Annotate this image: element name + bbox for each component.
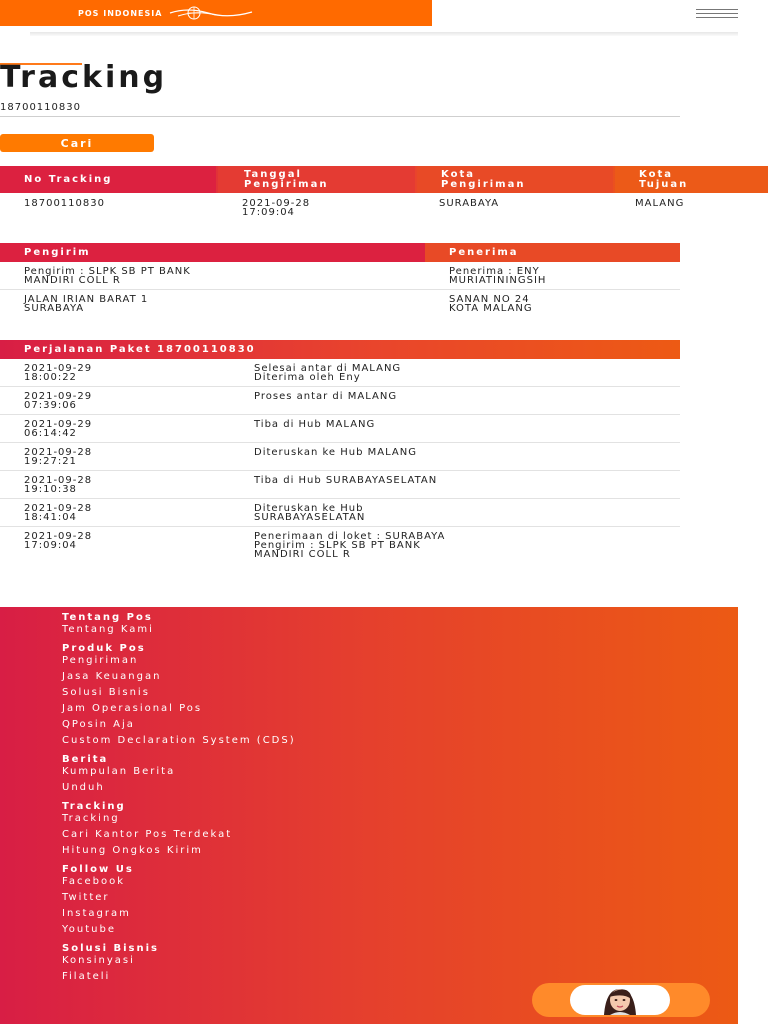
header-kota-tujuan: Kota Tujuan — [615, 166, 768, 193]
table-row — [0, 262, 680, 290]
event-time: 2021-09-29 06:14:42 — [24, 419, 93, 439]
chat-avatar-frame — [570, 985, 670, 1015]
table-row — [0, 387, 680, 415]
event-time: 2021-09-28 19:10:38 — [24, 475, 93, 495]
footer-link[interactable]: Hitung Ongkos Kirim — [62, 845, 203, 856]
event-time: 2021-09-29 07:39:06 — [24, 391, 93, 411]
hamburger-line — [696, 9, 738, 10]
parties-header-row — [0, 243, 680, 262]
footer-link[interactable]: Pengiriman — [62, 655, 139, 666]
footer-link[interactable]: Kumpulan Berita — [62, 766, 176, 777]
event-time: 2021-09-29 18:00:22 — [24, 363, 93, 383]
header-tanggal-pengiriman: Tanggal Pengiriman — [218, 166, 415, 193]
footer-link[interactable]: Instagram — [62, 908, 131, 919]
package-journey-table — [0, 340, 680, 565]
table-row — [0, 415, 680, 443]
value-kota-tujuan: MALANG — [635, 198, 685, 209]
header-no-tracking: No Tracking — [0, 166, 216, 193]
search-button[interactable]: Cari — [0, 134, 154, 152]
footer-group-follow-us — [62, 864, 296, 935]
table-row — [0, 443, 680, 471]
sender-receiver-table — [0, 243, 680, 317]
footer-link[interactable]: Solusi Bisnis — [62, 687, 150, 698]
footer-link[interactable]: Tracking — [62, 813, 120, 824]
footer-group-title: Berita — [62, 754, 109, 765]
hamburger-line — [696, 13, 738, 14]
header-kota-pengiriman: Kota Pengiriman — [417, 166, 613, 193]
pos-bird-logo-icon — [168, 5, 254, 21]
chat-assistant-button[interactable] — [532, 983, 710, 1017]
event-description: Penerimaan di loket : SURABAYA Pengirim : SLPK SB PT BANK MANDIRI COLL R — [254, 531, 446, 560]
footer-group-tracking — [62, 801, 296, 856]
summary-data-row — [0, 193, 768, 217]
footer-link[interactable]: Youtube — [62, 924, 116, 935]
table-row — [0, 359, 680, 387]
footer-link[interactable]: Jasa Keuangan — [62, 671, 162, 682]
header-pengirim: Pengirim — [0, 243, 425, 262]
event-time: 2021-09-28 18:41:04 — [24, 503, 93, 523]
footer-link[interactable]: QPosin Aja — [62, 719, 135, 730]
header-penerima: Penerima — [425, 243, 680, 262]
footer-link[interactable]: Facebook — [62, 876, 125, 887]
footer-link[interactable]: Cari Kantor Pos Terdekat — [62, 829, 233, 840]
footer-group-title: Tracking — [62, 801, 126, 812]
event-description: Proses antar di MALANG — [254, 391, 398, 402]
footer-group-berita — [62, 754, 296, 793]
header-divider — [30, 32, 738, 36]
table-row — [0, 290, 680, 317]
hamburger-line — [696, 17, 738, 18]
logo-text: POS INDONESIA — [78, 8, 163, 18]
footer-group-title: Produk Pos — [62, 643, 146, 654]
footer-group-title: Tentang Pos — [62, 612, 153, 623]
footer-link[interactable]: Filateli — [62, 971, 111, 982]
event-description: Diteruskan ke Hub MALANG — [254, 447, 417, 458]
value-no-tracking: 18700110830 — [24, 198, 105, 209]
table-row — [0, 499, 680, 527]
summary-header-row — [0, 166, 768, 193]
footer-group-solusi-bisnis — [62, 943, 296, 982]
footer-link[interactable]: Jam Operasional Pos — [62, 703, 203, 714]
top-header-bar — [0, 0, 432, 26]
value-kota-pengiriman: SURABAYA — [439, 198, 500, 209]
receiver-name: Penerima : ENY MURIATININGSIH — [449, 266, 547, 286]
footer-group-produk-pos — [62, 643, 296, 746]
footer-link[interactable]: Custom Declaration System (CDS) — [62, 735, 296, 746]
footer-group-title: Solusi Bisnis — [62, 943, 159, 954]
receiver-address: SANAN NO 24 KOTA MALANG — [449, 294, 533, 314]
footer-group-title: Follow Us — [62, 864, 134, 875]
footer-links — [62, 612, 296, 990]
tracking-number-input[interactable] — [0, 99, 680, 117]
footer-link[interactable]: Unduh — [62, 782, 105, 793]
sender-address: JALAN IRIAN BARAT 1 SURABAYA — [24, 294, 149, 314]
customer-service-avatar-icon — [570, 985, 670, 1015]
value-tanggal-pengiriman: 2021-09-28 17:09:04 — [242, 198, 311, 218]
site-footer — [0, 607, 738, 1024]
footer-link[interactable]: Konsinyasi — [62, 955, 135, 966]
journey-header: Perjalanan Paket 18700110830 — [0, 340, 680, 359]
footer-link[interactable]: Tentang Kami — [62, 624, 154, 635]
event-description: Diteruskan ke Hub SURABAYASELATAN — [254, 503, 366, 523]
hamburger-menu-icon[interactable] — [696, 9, 738, 19]
page-title: Tracking — [0, 60, 168, 95]
table-row — [0, 471, 680, 499]
footer-link[interactable]: Twitter — [62, 892, 110, 903]
sender-name: Pengirim : SLPK SB PT BANK MANDIRI COLL R — [24, 266, 191, 286]
tracking-summary-table — [0, 166, 768, 217]
event-description: Tiba di Hub SURABAYASELATAN — [254, 475, 438, 486]
table-row — [0, 527, 680, 565]
event-time: 2021-09-28 17:09:04 — [24, 531, 93, 551]
pos-indonesia-logo[interactable] — [78, 5, 254, 21]
event-description: Selesai antar di MALANG Diterima oleh Eny — [254, 363, 402, 383]
event-time: 2021-09-28 19:27:21 — [24, 447, 93, 467]
footer-group-tentang-pos — [62, 612, 296, 635]
event-description: Tiba di Hub MALANG — [254, 419, 376, 430]
